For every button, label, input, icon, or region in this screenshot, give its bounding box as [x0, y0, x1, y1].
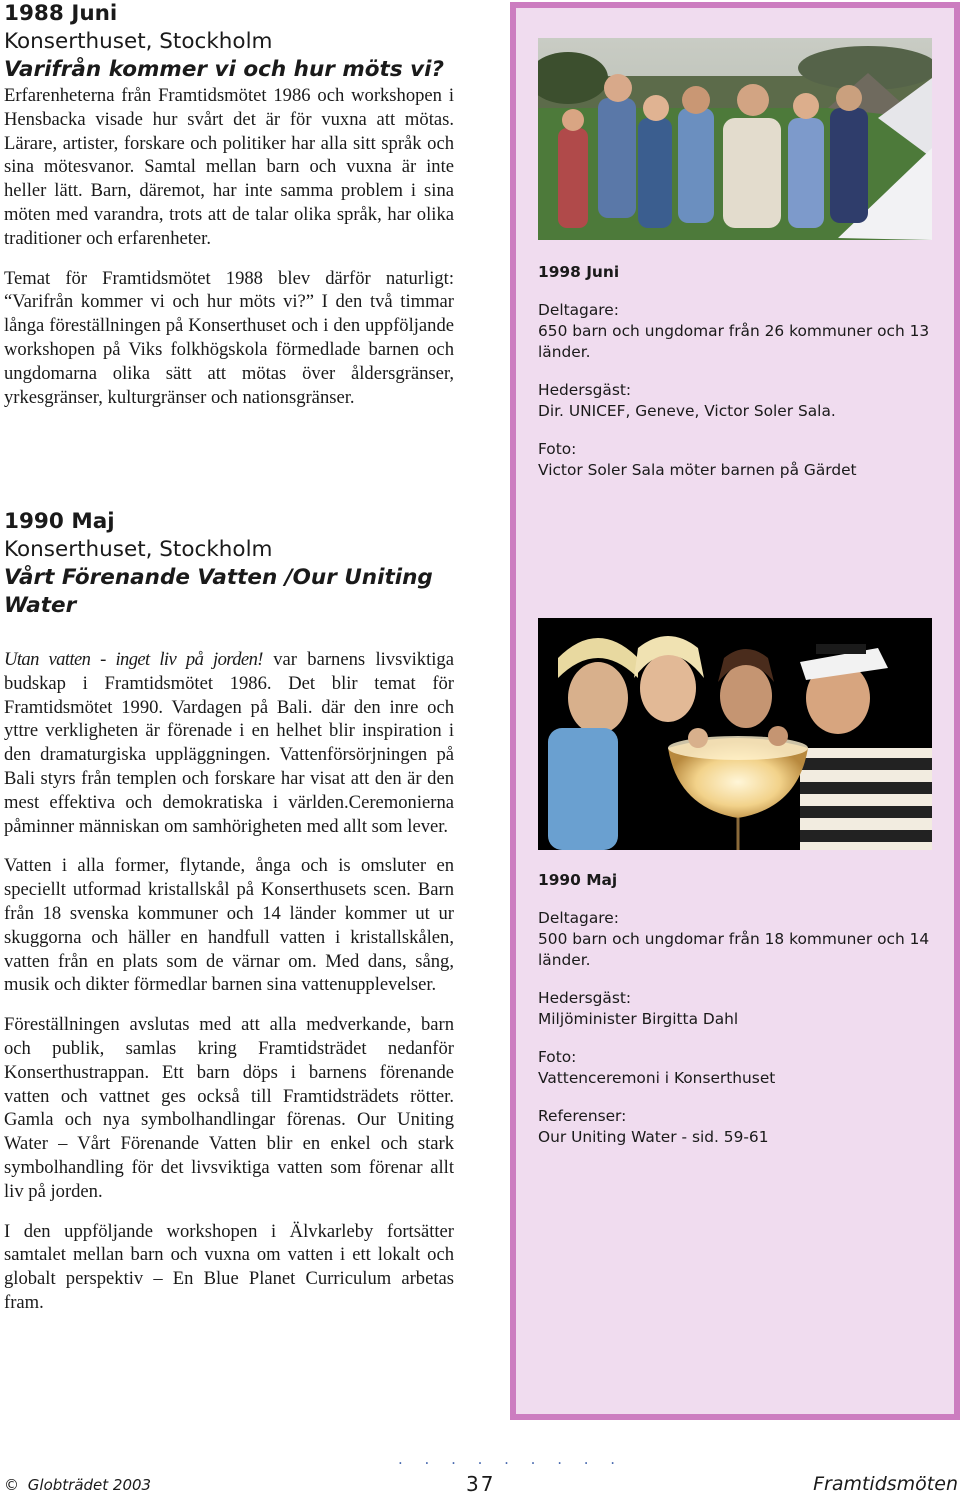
participants-label: Deltagare:: [538, 301, 619, 319]
guest-value: Dir. UNICEF, Geneve, Victor Soler Sala.: [538, 402, 836, 420]
photo-value: Victor Soler Sala möter barnen på Gärdet: [538, 461, 857, 479]
page-number: 37: [466, 1472, 496, 1496]
section-date: 1990 Maj: [4, 509, 115, 534]
facts-references: [538, 1106, 938, 1148]
section-1990: [4, 508, 454, 1331]
section-title: Varifrån kommer vi och hur möts vi?: [4, 57, 444, 82]
participants-value: 500 barn och ungdomar från 18 kommuner och 14 länder.: [538, 930, 930, 969]
facts-1998: [538, 262, 938, 498]
section-venue: Konserthuset, Stockholm: [4, 29, 273, 54]
photo-label: Foto:: [538, 1048, 577, 1066]
guest-label: Hedersgäst:: [538, 381, 632, 399]
references-value: Our Uniting Water - sid. 59-61: [538, 1128, 769, 1146]
footer-copyright: [4, 1476, 151, 1494]
facts-year: 1998 Juni: [538, 263, 620, 281]
photo-water-ceremony: [538, 618, 932, 850]
facts-1990: [538, 870, 938, 1165]
paragraph: Föreställningen avslutas med att alla medverkande, barn och publik, samlas kring Framtidsträdet nedanför Konserthustrappan. Ett barn döps i barnens förenande vatten och vattnet ges också till Framtidsträdets rötter. Gamla och nya symbolhandlingar förenas. Our Uniting Water – Vårt Förenande Vatten blir en enkel och stark symbolhandling för det livsviktiga vatten som förenar allt liv på jorden.: [4, 1014, 454, 1202]
facts-year: 1990 Maj: [538, 871, 618, 889]
running-title: Framtidsmöten: [813, 1473, 958, 1495]
paragraph: I den uppföljande workshopen i Älvkarleby fortsätter samtalet mellan barn och vuxna om vatten i ett lokalt och globalt perspektiv – En Blue Planet Curriculum arbetas fram.: [4, 1220, 454, 1313]
paragraph-text: var barnens livsviktiga budskap i Framtidsmötet 1986. Det blir temat för Framtidsmötet 1990. Vardagen på Bali. där den inre och yttre verkligheten är förenade i en helhet blir inspiration i den dramaturgiska uppläggningen. Vattenförsörjningen på Bali styrs från templen och forskare har visat att den är den mest effektiva och demokratiska i världen.Ceremonierna påminner människan om samhörigheten med allt som lever.: [4, 649, 454, 837]
photo-value: Vattenceremoni i Konserthuset: [538, 1069, 776, 1087]
guest-label: Hedersgäst:: [538, 989, 632, 1007]
paragraph: Temat för Framtidsmötet 1988 blev därför naturligt: “Varifrån kommer vi och hur möts vi?” I den två timmar långa föreställningen på Konserthuset och i den uppföljande workshopen på Viks folkhögskola förmedlade barnen och ungdomarna olika sätt att mötas över åldersgränser, yrkesgränser, kulturgränser och nationsgränser.: [4, 267, 454, 408]
references-label: Referenser:: [538, 1107, 627, 1125]
section-date: 1988 Juni: [4, 1, 118, 26]
decorative-dots: . . . . . . . . .: [398, 1450, 624, 1468]
participants-value: 650 barn och ungdomar från 26 kommuner och 13 länder.: [538, 322, 930, 361]
paragraph: Vatten i alla former, flytande, ånga och is omsluter en speciellt utformad kristallskål på Konserthusets scen. Barn från 18 svenska kommuner och 14 länder kommer ut ur skuggorna och häller en handfull vatten i kristallskålen, vatten från en plats som de värnar om. Med dans, sång, musik och dikter förmedlar barnen sina vattenupplevelser.: [4, 855, 454, 996]
facts-guest: [538, 988, 938, 1030]
facts-participants: [538, 300, 938, 363]
facts-participants: [538, 908, 938, 971]
footer-publisher: Globträdet 2003: [27, 1476, 152, 1494]
section-venue: Konserthuset, Stockholm: [4, 537, 273, 562]
photo-children-gardet: [538, 38, 932, 240]
section-1988: [4, 0, 454, 425]
facts-photo: [538, 439, 938, 481]
facts-photo: [538, 1047, 938, 1089]
paragraph: [4, 648, 454, 838]
section-title: Vårt Förenande Vatten /Our Uniting Water: [4, 565, 433, 618]
participants-label: Deltagare:: [538, 909, 619, 927]
copyright-icon: ©: [4, 1476, 19, 1494]
guest-value: Miljöminister Birgitta Dahl: [538, 1010, 739, 1028]
lead-quote: Utan vatten - inget liv på jorden!: [4, 649, 263, 670]
photo-label: Foto:: [538, 440, 577, 458]
facts-guest: [538, 380, 938, 422]
paragraph: Erfarenheterna från Framtidsmötet 1986 och workshopen i Hensbacka visade hur svårt det är för vuxna att mötas. Lärare, artister, forskare och politiker har alla sitt språk och sina mötesvanor. Samtal mellan barn och vuxna är inte heller lätt. Barn, däremot, har inte samma problem i sina möten med varandra, trots att de talar olika språk, har olika traditioner och erfarenheter.: [4, 85, 454, 249]
info-panel: [510, 2, 960, 1420]
